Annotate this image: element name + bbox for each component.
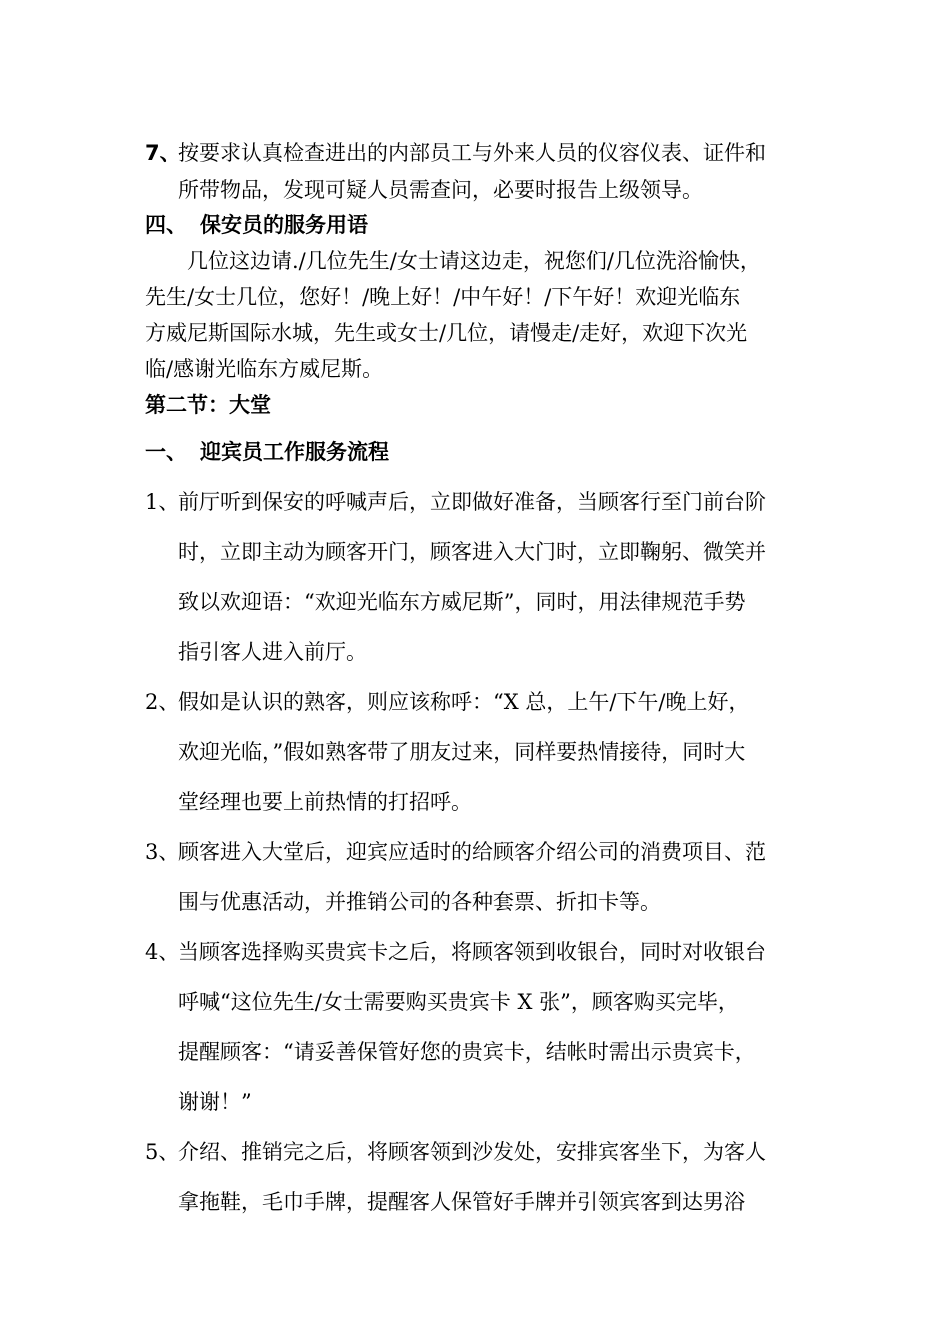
step2-number: 2、 <box>145 690 180 714</box>
step5-number: 5、 <box>145 1140 180 1164</box>
step3-line2: 围与优惠活动，并推销公司的各种套票、折扣卡等。 <box>178 890 661 914</box>
step4-line2: 呼喊“这位先生/女士需要购买贵宾卡 X 张”，顾客购买完毕， <box>178 990 739 1014</box>
section4-para-line3: 方威尼斯国际水城，先生或女士/几位，请慢走/走好，欢迎下次光 <box>145 321 748 345</box>
item7-line1: 按要求认真检查进出的内部员工与外来人员的仪容仪表、证件和 <box>178 141 766 165</box>
step1-line4: 指引客人进入前厅。 <box>178 640 367 664</box>
step4-line4: 谢谢！” <box>178 1090 252 1114</box>
section1-heading-text: 迎宾员工作服务流程 <box>200 440 389 464</box>
step2-line2: 欢迎光临，”假如熟客带了朋友过来，同样要热情接待，同时大 <box>178 740 746 764</box>
section4-para-line4: 临/感谢光临东方威尼斯。 <box>145 357 384 381</box>
step4-line3: 提醒顾客：“请妥善保管好您的贵宾卡，结帐时需出示贵宾卡， <box>178 1040 756 1064</box>
step4-line1: 当顾客选择购买贵宾卡之后，将顾客领到收银台，同时对收银台 <box>178 940 766 964</box>
step3-line1: 顾客进入大堂后，迎宾应适时的给顾客介绍公司的消费项目、范 <box>178 840 766 864</box>
step3-number: 3、 <box>145 840 180 864</box>
step1-number: 1、 <box>145 490 180 514</box>
step1-line1: 前厅听到保安的呼喊声后，立即做好准备，当顾客行至门前台阶 <box>178 490 766 514</box>
section-title: 第二节：大堂 <box>145 393 271 417</box>
step1-line3: 致以欢迎语：“欢迎光临东方威尼斯”，同时，用法律规范手势 <box>178 590 746 614</box>
section4-para-line1: 几位这边请./几位先生/女士请这边走，祝您们/几位洗浴愉快， <box>187 249 761 273</box>
step5-line2: 拿拖鞋，毛巾手牌，提醒客人保管好手牌并引领宾客到达男浴 <box>178 1190 745 1214</box>
item7-line2: 所带物品，发现可疑人员需查问，必要时报告上级领导。 <box>178 178 703 202</box>
step4-number: 4、 <box>145 940 180 964</box>
item7-number: 7、 <box>145 141 181 165</box>
step5-line1: 介绍、推销完之后，将顾客领到沙发处，安排宾客坐下，为客人 <box>178 1140 766 1164</box>
step2-line1: 假如是认识的熟客，则应该称呼：“X 总，上午/下午/晚上好， <box>178 690 750 714</box>
section4-heading-text: 保安员的服务用语 <box>200 213 368 237</box>
step1-line2: 时，立即主动为顾客开门，顾客进入大门时，立即鞠躬、微笑并 <box>178 540 766 564</box>
section4-heading-num: 四、 <box>145 213 187 237</box>
section1-heading-num: 一、 <box>145 440 187 464</box>
section4-para-line2: 先生/女士几位，您好！/晚上好！/中午好！/下午好！欢迎光临东 <box>145 285 741 309</box>
step2-line3: 堂经理也要上前热情的打招呼。 <box>178 790 472 814</box>
